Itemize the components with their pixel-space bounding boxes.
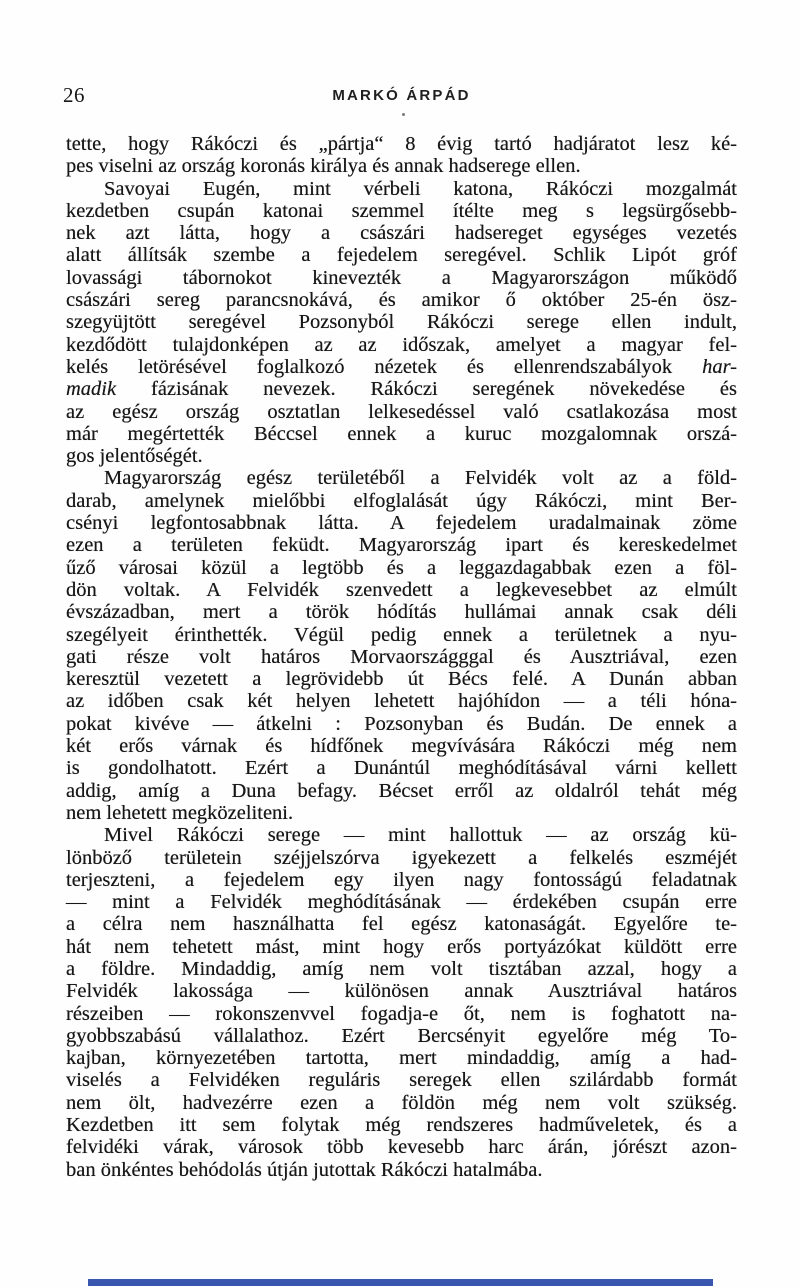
- text-block: [66, 133, 737, 1181]
- text-line: addig, amíg a Duna befagy. Bécset erről az oldalról tehát még: [66, 779, 737, 802]
- text-line: két erős várnak és hídfőnek megvívására Rákóczi még nem: [66, 735, 737, 758]
- text-line: terjeszteni, a fejedelem egy ilyen nagy fontosságú feladatnak: [66, 868, 737, 891]
- text-line: Felvidék lakossága — különösen annak Ausztriával határos: [66, 980, 737, 1003]
- text-line: a célra nem használhatta fel egész katonaságát. Egyelőre te-: [66, 913, 737, 936]
- text-line: nem lehetett megközeliteni.: [66, 801, 294, 824]
- page-number: 26: [63, 83, 85, 107]
- text-line: a földre. Mindaddig, amíg nem volt tisztában azzal, hogy a: [66, 957, 737, 980]
- text-line: nek azt látta, hogy a császári hadsereget egységes vezetés: [66, 222, 737, 245]
- text-line: hát nem tehetett mást, mint hogy erős portyázókat küldött erre: [66, 935, 737, 958]
- text-line: darab, amelynek mielőbbi elfoglalását úgy Rákóczi, mint Ber-: [66, 489, 737, 512]
- text-line: szegélyeit érinthették. Végül pedig ennek a területnek a nyu-: [66, 623, 737, 646]
- text-line: kezdődött tulajdonképen az az időszak, amelyet a magyar fel-: [66, 333, 737, 356]
- text-line: lönböző területein széjjelszórva igyekezett a felkelés eszméjét: [66, 846, 737, 869]
- text-line: — mint a Felvidék meghódításának — érdekében csupán erre: [66, 891, 737, 914]
- text-line: kajban, környezetében tartotta, mert mindaddig, amíg a had-: [66, 1047, 737, 1070]
- text-line: lovassági tábornokot kinevezték a Magyarországon működő: [66, 266, 737, 289]
- text-line: Magyarország egész területéből a Felvidék volt az a föld-: [104, 467, 737, 490]
- text-line: alatt állítsák szembe a fejedelem seregével. Schlik Lipót gróf: [66, 244, 737, 267]
- text-line: gati része volt határos Morvaországggal és Ausztriával, ezen: [66, 645, 737, 668]
- text-line: pes viselni az ország koronás királya és annak hadserege ellen.: [66, 155, 581, 178]
- text-line: ban önkéntes behódolás útján jutottak Rákóczi hatalmába.: [66, 1158, 543, 1181]
- text-line: Mivel Rákóczi serege — mint hallottuk — az ország kü-: [104, 824, 737, 847]
- running-header: MARKÓ ÁRPÁD: [332, 87, 471, 104]
- text-line: kelés letörésével foglalkozó nézetek és ellenrendszabályok har-: [66, 355, 737, 378]
- text-line: felvidéki várak, városok több kevesebb harc árán, jórészt azon-: [66, 1136, 737, 1159]
- text-line: szegyüjtött seregével Pozsonyból Rákóczi serege ellen indult,: [66, 311, 737, 334]
- text-line: dön voltak. A Felvidék szenvedett a legkevesebbet az elmúlt: [66, 578, 737, 601]
- text-line: gyobbszabású vállalathoz. Ezért Bercsényit egyelőre még To-: [66, 1024, 737, 1047]
- text-line: ezen a területen feküdt. Magyarország ipart és kereskedelmet: [66, 534, 737, 557]
- text-line: Kezdetben itt sem folytak még rendszeres hadműveletek, és a: [66, 1114, 737, 1137]
- text-line: kezdetben csupán katonai szemmel ítélte meg s legsürgősebb-: [66, 199, 737, 222]
- text-line: az egész ország osztatlan lelkesedéssel való csatlakozása most: [66, 400, 737, 423]
- text-line: keresztül vezetett a legrövidebb út Bécs felé. A Dunán abban: [66, 668, 737, 691]
- ink-speck-artifact: [402, 113, 405, 116]
- text-line: évszázadban, mert a török hódítás hullámai annak csak déli: [66, 601, 737, 624]
- text-line: űző városai közül a legtöbb és a leggazdagabbak ezen a föl-: [66, 556, 737, 579]
- text-line: már megértették Béccsel ennek a kuruc mozgalomnak orszá-: [66, 422, 737, 445]
- text-line: csényi legfontosabbnak látta. A fejedelem uradalmainak zöme: [66, 512, 737, 535]
- text-line: részeiben — rokonszenvvel fogadja-e őt, nem is foghatott na-: [66, 1002, 737, 1025]
- text-line: tette, hogy Rákóczi és „pártja“ 8 évig tartó hadjáratot lesz ké-: [66, 133, 737, 155]
- text-line: császári sereg parancsnokává, és amikor ő október 25-én ösz-: [66, 289, 737, 312]
- text-line: gos jelentőségét.: [66, 445, 203, 468]
- text-line: pokat kivéve — átkelni : Pozsonyban és Budán. De ennek a: [66, 712, 737, 735]
- text-line: is gondolhatott. Ezért a Dunántúl meghódításával várni kellett: [66, 757, 737, 780]
- footer-watermark-bar: [88, 1279, 713, 1286]
- text-line: viselés a Felvidéken reguláris seregek ellen szilárdabb formát: [66, 1069, 737, 1092]
- text-line: az időben csak két helyen lehetett hajóhídon — a téli hóna-: [66, 690, 737, 713]
- text-line: madik fázisának nevezek. Rákóczi seregének növekedése és: [66, 378, 737, 401]
- text-line: nem ölt, hadvezérre ezen a földön még nem volt szükség.: [66, 1091, 737, 1114]
- text-line: Savoyai Eugén, mint vérbeli katona, Rákóczi mozgalmát: [104, 177, 737, 200]
